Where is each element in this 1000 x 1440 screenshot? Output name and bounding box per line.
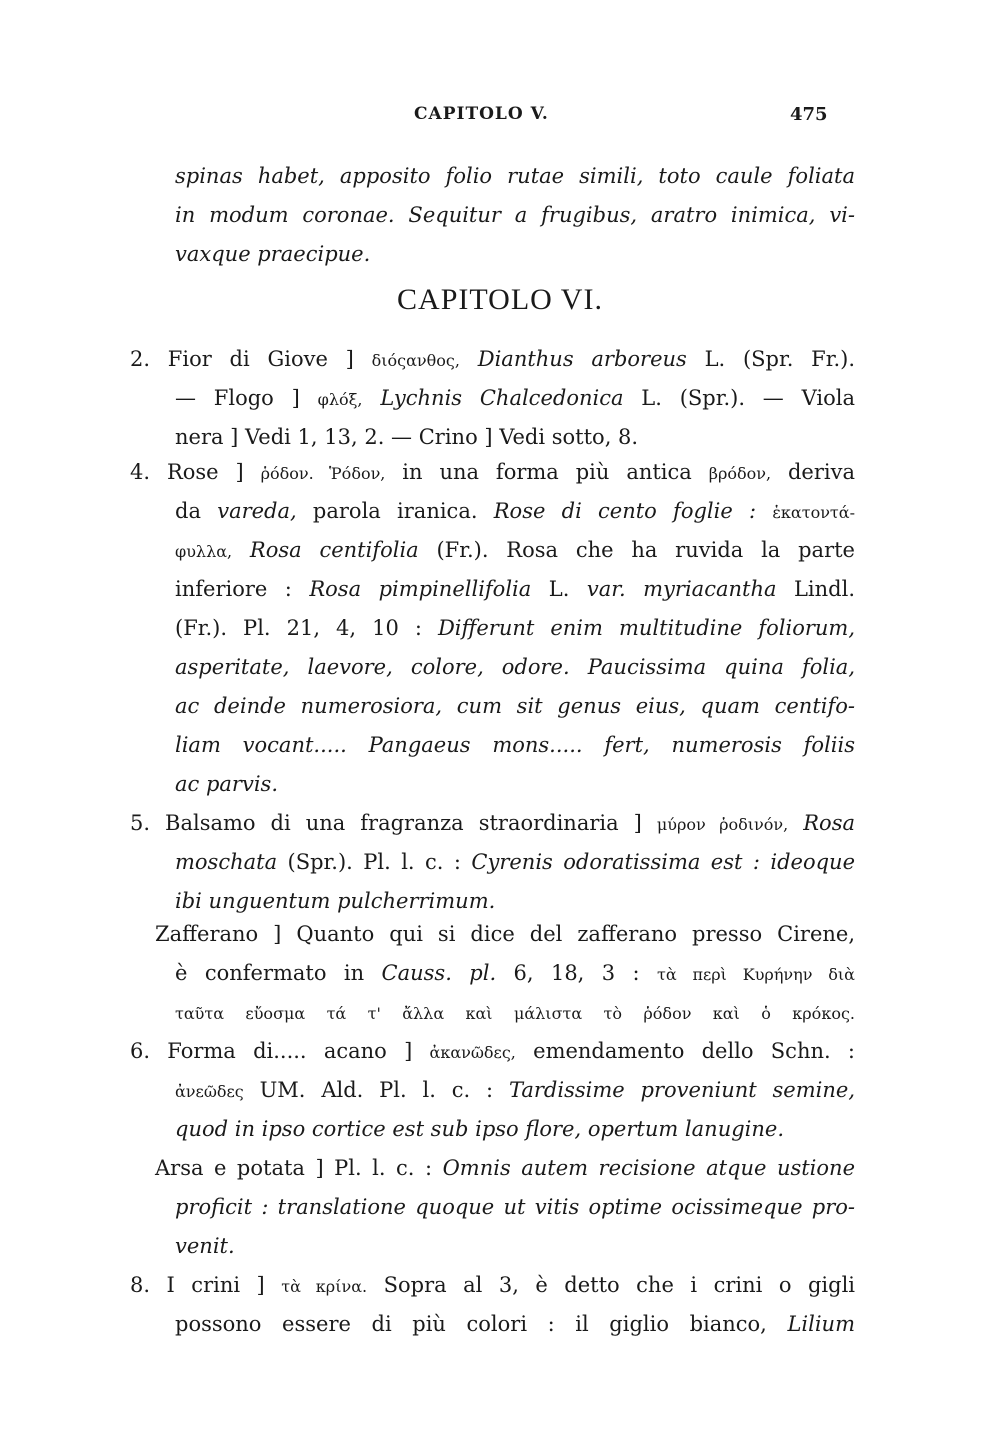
roman-text: (Spr.). Pl. l. c. : xyxy=(277,850,472,874)
roman-text: Sopra al 3, è detto che i crini o gigli xyxy=(367,1273,855,1297)
text-line xyxy=(175,495,855,527)
greek-text: τὰ κρίνα. xyxy=(281,1277,368,1296)
roman-text: in una forma più antica xyxy=(385,460,709,484)
page-number: 475 xyxy=(790,104,828,125)
text-line xyxy=(175,421,855,453)
text-line xyxy=(155,1152,855,1184)
italic-text: Cyrenis odoratissima est : ideoque xyxy=(471,850,855,874)
italic-text: in modum coronae. Sequitur a frugibus, aratro inimica, vi- xyxy=(175,203,855,227)
italic-text: venit. xyxy=(175,1234,235,1258)
roman-text: (Fr.). Rosa che ha ruvida la parte xyxy=(418,538,855,562)
italic-text: Lilium xyxy=(787,1312,855,1336)
roman-text: 2. Fior di Giove ] xyxy=(130,347,372,371)
italic-text: proficit : translatione quoque ut vitis optime ocissimeque pro- xyxy=(175,1195,855,1219)
text-line xyxy=(175,612,855,644)
italic-text: ac parvis. xyxy=(175,772,278,796)
italic-text: quod in ipso cortice est sub ipso flore, opertum lanugine. xyxy=(175,1117,784,1141)
running-head xyxy=(0,104,1000,134)
roman-text xyxy=(788,811,803,835)
roman-text: 4. Rose ] xyxy=(130,460,261,484)
greek-text: μύρον ῥοδινόν, xyxy=(656,815,789,834)
italic-text: asperitate, laevore, colore, odore. Paucissima quina folia, xyxy=(175,655,855,679)
roman-text: Zafferano ] Quanto qui si dice del zafferano presso Cirene, xyxy=(155,922,855,946)
greek-text: φλόξ, xyxy=(317,390,363,409)
roman-text xyxy=(363,386,381,410)
text-line xyxy=(175,996,855,1028)
greek-text: ταῦτα εὔοσμα τά τ' ἄλλα καὶ μάλιστα τὸ ῥόδον καὶ ὁ κρόκος. xyxy=(175,1004,855,1023)
roman-text: parola iranica. xyxy=(296,499,494,523)
roman-text: — Flogo ] xyxy=(175,386,318,410)
roman-text: Arsa e potata ] Pl. l. c. : xyxy=(155,1156,443,1180)
italic-text: ibi unguentum pulcherrimum. xyxy=(175,889,496,913)
text-line xyxy=(130,1035,855,1067)
text-line xyxy=(175,651,855,683)
text-line xyxy=(155,918,855,950)
text-line xyxy=(175,957,855,989)
italic-text: Dianthus arboreus xyxy=(477,347,687,371)
text-line xyxy=(130,456,855,488)
text-line xyxy=(175,382,855,414)
text-line xyxy=(175,534,855,566)
text-line xyxy=(175,885,855,917)
roman-text: Lindl. xyxy=(776,577,855,601)
italic-text: spinas habet, apposito folio rutae simili, toto caule foliata xyxy=(175,164,855,188)
roman-text: 6. Forma di..... acano ] xyxy=(130,1039,430,1063)
italic-text: Tardissime proveniunt semine, xyxy=(508,1078,855,1102)
greek-text: τὰ περὶ Κυρήνην διὰ xyxy=(656,965,855,984)
roman-text: possono essere di più colori : il giglio bianco, xyxy=(175,1312,788,1336)
roman-text: L. xyxy=(531,577,587,601)
greek-text: βρόδον, xyxy=(708,464,772,483)
italic-text: vaxque praecipue. xyxy=(175,242,371,266)
roman-text xyxy=(460,347,478,371)
roman-text: deriva xyxy=(771,460,855,484)
text-line xyxy=(175,1308,855,1340)
italic-text: Omnis autem recisione atque ustione xyxy=(442,1156,855,1180)
greek-text: ἑκατοντά- xyxy=(772,503,855,522)
text-line xyxy=(175,1230,855,1262)
roman-text: (Fr.). Pl. 21, 4, 10 : xyxy=(175,616,438,640)
italic-text: Lychnis Chalcedonica xyxy=(380,386,624,410)
italic-text: Rosa centifolia xyxy=(249,538,419,562)
greek-text: φυλλα, xyxy=(175,542,233,561)
roman-text: 8. I crini ] xyxy=(130,1273,282,1297)
roman-text: 5. Balsamo di una fragranza straordinaria ] xyxy=(130,811,657,835)
roman-text: inferiore : xyxy=(175,577,310,601)
greek-text: ῥόδον. Ῥόδον, xyxy=(260,464,386,483)
greek-text: διόςανθος, xyxy=(371,351,460,370)
italic-text: moschata xyxy=(175,850,278,874)
chapter-heading: CAPITOLO VI. xyxy=(397,283,603,316)
roman-text: 6, 18, 3 : xyxy=(496,961,657,985)
text-line xyxy=(175,1113,855,1145)
text-line xyxy=(130,1269,855,1301)
text-line xyxy=(175,846,855,878)
running-head-title: CAPITOLO V. xyxy=(414,104,549,124)
text-line xyxy=(175,768,855,800)
roman-text: emendamento dello Schn. : xyxy=(515,1039,855,1063)
text-line xyxy=(130,343,855,375)
italic-text: vareda, xyxy=(217,499,297,523)
text-line xyxy=(175,160,855,192)
text-line xyxy=(175,199,855,231)
italic-text: Differunt enim multitudine foliorum, xyxy=(437,616,856,640)
greek-text: ἀκανῶδες, xyxy=(429,1043,516,1062)
roman-text: è confermato in xyxy=(175,961,382,985)
italic-text: Rosa xyxy=(803,811,855,835)
roman-text: L. (Spr. Fr.). xyxy=(686,347,855,371)
italic-text: ac deinde numerosiora, cum sit genus eius, quam centifo- xyxy=(175,694,855,718)
text-line xyxy=(175,729,855,761)
roman-text: da xyxy=(175,499,218,523)
text-line xyxy=(175,1191,855,1223)
text-line xyxy=(175,1074,855,1106)
roman-text: nera ] Vedi 1, 13, 2. — Crino ] Vedi sotto, 8. xyxy=(175,425,639,449)
roman-text: UM. Ald. Pl. l. c. : xyxy=(243,1078,509,1102)
text-line xyxy=(175,238,855,270)
italic-text: var. myriacantha xyxy=(586,577,777,601)
italic-text: liam vocant..... Pangaeus mons..... fert, numerosis foliis xyxy=(175,733,855,757)
text-line xyxy=(175,690,855,722)
text-line xyxy=(175,573,855,605)
italic-text: Rose di cento foglie : xyxy=(493,499,757,523)
italic-text: Causs. pl. xyxy=(381,961,497,985)
italic-text: Rosa pimpinellifolia xyxy=(309,577,532,601)
roman-text xyxy=(232,538,250,562)
roman-text xyxy=(756,499,772,523)
greek-text: ἀνεῶδες xyxy=(175,1082,244,1101)
text-line xyxy=(130,807,855,839)
roman-text: L. (Spr.). — Viola xyxy=(623,386,855,410)
